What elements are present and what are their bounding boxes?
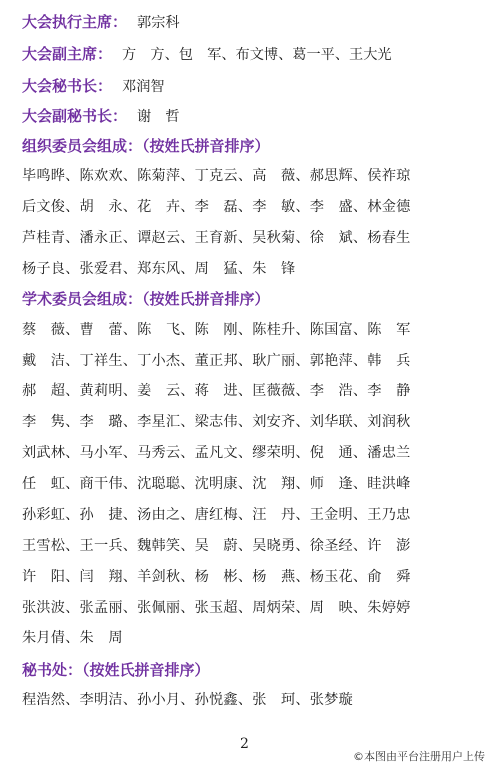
name-line: 芦桂青、潘永正、谭赵云、王育新、吴秋菊、徐 斌、杨春生 bbox=[22, 230, 411, 246]
row-key: 大会秘书长： bbox=[22, 77, 113, 95]
row-value: 谢 哲 bbox=[137, 109, 180, 125]
upload-watermark: ©本图由平台注册用户上传 bbox=[353, 750, 485, 763]
name-line: 张洪波、张孟丽、张佩丽、张玉超、周炳荣、周 映、朱婷婷 bbox=[22, 600, 411, 616]
name-line: 许 阳、闫 翔、羊剑秋、杨 彬、杨 燕、杨玉花、俞 舜 bbox=[22, 569, 411, 585]
organizing-committee-title: 组织委员会组成：（按姓氏拼音排序） bbox=[22, 137, 270, 155]
row-key: 大会副主席： bbox=[22, 45, 113, 63]
name-line: 李 隽、李 璐、李星汇、梁志伟、刘安齐、刘华联、刘润秋 bbox=[22, 414, 411, 430]
secretary-general-row bbox=[22, 76, 481, 97]
page-number: 2 bbox=[240, 736, 249, 752]
row-value: 邓润智 bbox=[122, 79, 165, 95]
name-line: 朱月倩、朱 周 bbox=[22, 630, 123, 646]
row-key: 大会执行主席： bbox=[22, 13, 128, 31]
name-line: 孙彩虹、孙 捷、汤由之、唐红梅、汪 丹、王金明、王乃忠 bbox=[22, 507, 411, 523]
academic-committee-title: 学术委员会组成：（按姓氏拼音排序） bbox=[22, 290, 270, 308]
name-line: 蔡 薇、曹 蕾、陈 飞、陈 刚、陈桂升、陈国富、陈 军 bbox=[22, 322, 411, 338]
name-line: 后文俊、胡 永、花 卉、李 磊、李 敏、李 盛、林金德 bbox=[22, 199, 411, 215]
name-line: 任 虹、商干伟、沈聪聪、沈明康、沈 翔、师 逢、眭洪峰 bbox=[22, 476, 411, 492]
row-value: 方 方、包 军、布文博、葛一平、王大光 bbox=[122, 47, 392, 63]
row-value: 郭宗科 bbox=[137, 15, 180, 31]
name-line: 刘武林、马小军、马秀云、孟凡文、缪荣明、倪 通、潘忠兰 bbox=[22, 445, 411, 461]
name-line: 戴 洁、丁祥生、丁小杰、董正邦、耿广丽、郭艳萍、韩 兵 bbox=[22, 353, 411, 369]
secretariat-title: 秘书处：（按姓氏拼音排序） bbox=[22, 661, 210, 679]
name-line: 王雪松、王一兵、魏韩笑、吴 蔚、吴晓勇、徐圣经、许 澎 bbox=[22, 538, 411, 554]
name-line: 郝 超、黄莉明、姜 云、蒋 进、匡薇薇、李 浩、李 静 bbox=[22, 383, 411, 399]
name-line: 程浩然、李明洁、孙小月、孙悦鑫、张 珂、张梦璇 bbox=[22, 692, 353, 708]
name-line: 毕鸣晔、陈欢欢、陈菊萍、丁克云、高 薇、郝思辉、侯祚琼 bbox=[22, 168, 411, 184]
row-key: 大会副秘书长： bbox=[22, 107, 128, 125]
deputy-secretary-general-row bbox=[22, 106, 481, 127]
executive-chair-row bbox=[22, 12, 481, 33]
name-line: 杨子良、张爱君、郑东风、周 猛、朱 锋 bbox=[22, 261, 296, 277]
vice-chair-row bbox=[22, 44, 481, 65]
